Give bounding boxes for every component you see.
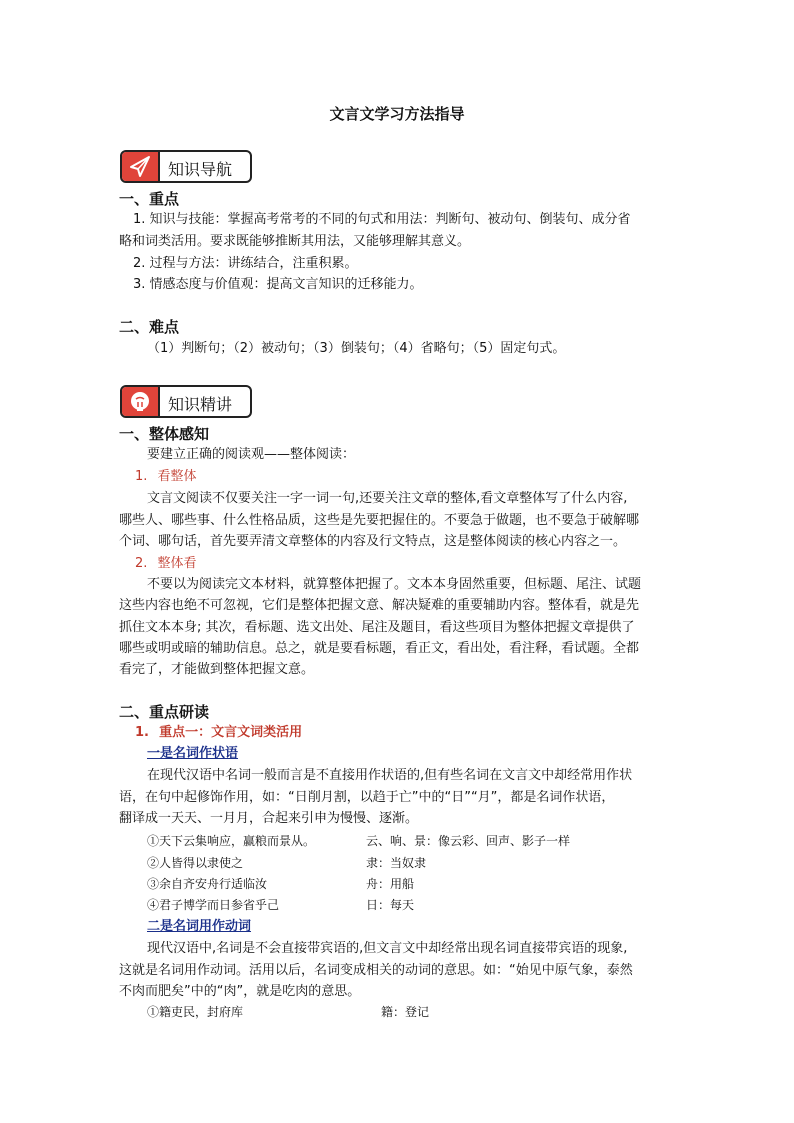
sub2-line1: 不要以为阅读完文本材料，就算整体把握了。文本本身固然重要，但标题、尾注、试题 xyxy=(147,577,642,592)
point-1 xyxy=(135,722,302,744)
key-point-3: 3. 情感态度与价值观：提高文言知识的迁移能力。 xyxy=(133,277,423,292)
knowledge-nav-banner xyxy=(120,150,252,183)
b-line2: 这就是名词用作动词。活用以后，名词变成相关的动词的意思。如：“始见中原气象，泰然 xyxy=(119,963,633,978)
example-text: ①天下云集响应，赢粮而景从。 xyxy=(147,834,316,848)
example-text: ③余自齐安舟行适临汝 xyxy=(147,877,268,891)
paper-plane-icon xyxy=(122,152,160,181)
section-heading-overall: 一、整体感知 xyxy=(119,425,210,443)
overall-intro: 要建立正确的阅读观——整体阅读： xyxy=(147,447,356,462)
example-note: 日：每天 xyxy=(366,898,415,912)
subsection-1 xyxy=(135,466,197,488)
section-heading-key-points: 一、重点 xyxy=(119,190,180,208)
banner-label: 知识精讲 xyxy=(168,395,233,414)
subsection-number: 1. xyxy=(135,469,148,484)
a-line3: 翻译成一天天、一月月，合起来引申为慢慢、逐渐。 xyxy=(119,811,419,826)
subsection-title: 看整体 xyxy=(157,469,197,484)
example-text: ②人皆得以隶使之 xyxy=(147,856,244,870)
b-line3: 不肉而肥矣”中的“肉”，就是吃肉的意思。 xyxy=(119,984,361,999)
subsection-title: 整体看 xyxy=(157,556,197,571)
sub2-line2: 这些内容也绝不可忽视，它们是整体把握文意、解决疑难的重要辅助内容。整体看，就是先 xyxy=(119,598,640,613)
page-title: 文言文学习方法指导 xyxy=(329,105,465,123)
a-line2: 语，在句中起修饰作用，如：“日削月割，以趋于亡”中的“日”“月”，都是名词作状语， xyxy=(119,790,615,805)
point-number: 1. xyxy=(135,725,149,740)
point-title: 重点一：文言文词类活用 xyxy=(159,725,303,740)
example-note: 舟：用船 xyxy=(366,877,415,891)
key-point-2: 2. 过程与方法：讲练结合，注重积累。 xyxy=(133,256,358,271)
subsection-number: 2. xyxy=(135,556,148,571)
example-text: ①籍吏民，封府库 xyxy=(147,1005,244,1019)
b-line1: 现代汉语中,名词是不会直接带宾语的,但文言文中却经常出现名词直接带宾语的现象, xyxy=(147,941,628,956)
subheading-noun-adverbial: 一是名词作状语 xyxy=(147,746,239,761)
sub2-line5: 看完了，才能做到整体把握文意。 xyxy=(119,662,315,677)
section-heading-study: 二、重点研读 xyxy=(119,703,210,721)
subheading-noun-verb: 二是名词用作动词 xyxy=(147,919,252,934)
sub1-line3: 个词、哪句话，首先要弄清文章整体的内容及行文特点，这是整体阅读的核心内容之一。 xyxy=(119,534,627,549)
sub1-line2: 哪些人、哪些事、什么性格品质，这些是先要把握住的。不要急于做题，也不要急于破解哪 xyxy=(119,513,640,528)
sub2-line3: 抓住文本本身; 其次，看标题、选文出处、尾注及题目，看这些项目为整体把握文章提供了 xyxy=(119,620,635,635)
a-line1: 在现代汉语中名词一般而言是不直接用作状语的,但有些名词在文言文中却经常用作状 xyxy=(147,768,633,783)
section-heading-difficulties: 二、难点 xyxy=(119,318,180,336)
subsection-2 xyxy=(135,553,197,575)
difficulties-text: （1）判断句；（2）被动句；（3）倒装句；（4）省略句；（5）固定句式。 xyxy=(147,341,566,356)
example-note: 隶：当奴隶 xyxy=(366,856,427,870)
key-point-1-line2: 略和词类活用。要求既能够推断其用法，又能够理解其意义。 xyxy=(119,234,471,249)
example-text: ④君子博学而日参省乎己 xyxy=(147,898,280,912)
lightbulb-icon xyxy=(122,387,160,416)
sub2-line4: 哪些或明或暗的辅助信息。总之，就是要看标题，看正文，看出处，看注释，看试题。全都 xyxy=(119,641,640,656)
banner-label: 知识导航 xyxy=(168,160,233,179)
knowledge-detail-banner xyxy=(120,385,252,418)
example-note: 籍：登记 xyxy=(381,1005,430,1019)
example-note: 云、响、景：像云彩、回声、影子一样 xyxy=(366,834,571,848)
key-point-1-line1: 1. 知识与技能：掌握高考常考的不同的句式和用法：判断句、被动句、倒装句、成分省 xyxy=(133,212,631,227)
sub1-line1: 文言文阅读不仅要关注一字一词一句,还要关注文章的整体,看文章整体写了什么内容, xyxy=(147,491,628,506)
